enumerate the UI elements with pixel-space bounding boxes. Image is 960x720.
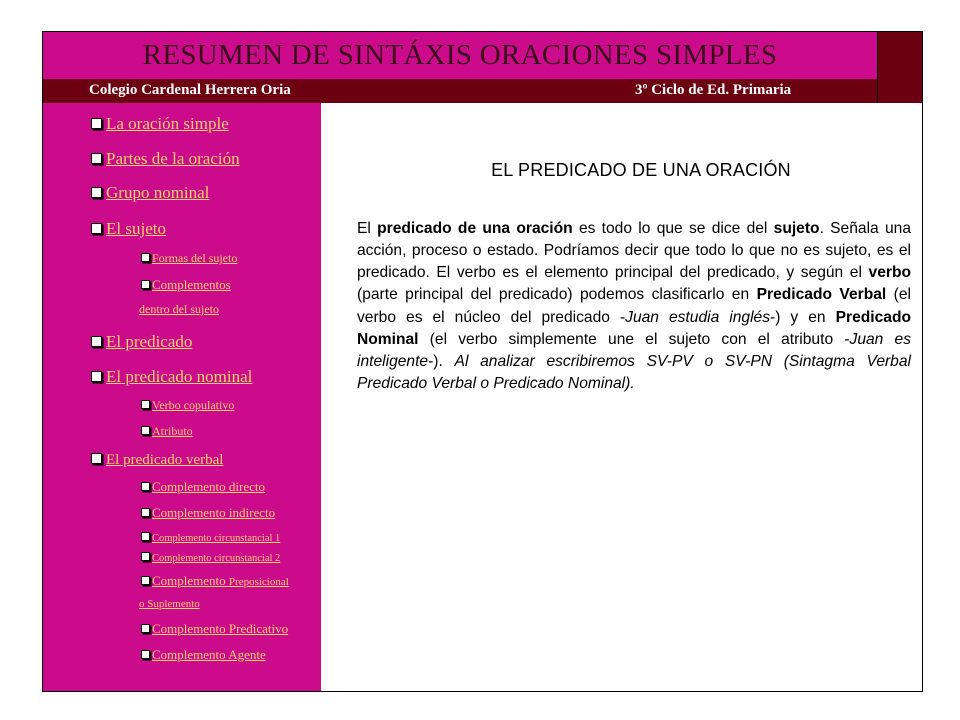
nav-link-suplemento[interactable]: o Suplemento	[139, 598, 200, 610]
nav-link-complementos-sujeto-cont[interactable]: dentro del sujeto	[139, 302, 219, 316]
body-text: -).	[428, 352, 455, 370]
nav-link-partes[interactable]: Partes de la oración	[106, 149, 240, 168]
nav-link-circunstancial-2[interactable]: Complemento circunstancial 2	[152, 553, 281, 564]
checkbox-bullet-icon	[141, 482, 150, 491]
checkbox-bullet-icon	[91, 453, 102, 464]
nav-item-partes[interactable]	[91, 150, 240, 167]
checkbox-bullet-icon	[141, 253, 150, 262]
nav-link-circunstancial-1[interactable]: Complemento circunstancial 1	[152, 533, 281, 544]
nav-item-atributo[interactable]	[141, 425, 193, 437]
example-text: Juan estudia inglés	[625, 308, 771, 326]
nav-link-oracion-simple[interactable]: La oración simple	[106, 114, 229, 133]
nav-link-formas-sujeto[interactable]: Formas del sujeto	[152, 251, 238, 265]
nav-item-complemento-indirecto[interactable]	[141, 506, 275, 519]
nav-link-complemento-predicativo[interactable]: Complemento Predicativo	[152, 621, 289, 636]
checkbox-bullet-icon	[141, 508, 150, 517]
nav-link-grupo-nominal[interactable]: Grupo nominal	[106, 183, 210, 202]
checkbox-bullet-icon	[91, 336, 102, 347]
nav-item-complementos-sujeto[interactable]	[141, 278, 231, 291]
body-text: (parte principal del predicado) podemos clasificarlo en	[357, 286, 757, 304]
nav-item-oracion-simple[interactable]	[91, 115, 229, 132]
nav-item-complemento-preposicional[interactable]	[141, 574, 289, 588]
body-bold-text: Predicado Nominal	[357, 308, 911, 348]
body-text: (el verbo es el núcleo del predicado -	[357, 286, 911, 326]
nav-link-complemento-agente[interactable]: Complemento Agente	[152, 647, 266, 662]
nav-item-sujeto[interactable]	[91, 220, 166, 237]
body-text: es todo lo que se dice del	[572, 220, 774, 237]
checkbox-bullet-icon	[141, 280, 150, 289]
page-title: RESUMEN DE SINTÁXIS ORACIONES SIMPLES	[142, 39, 778, 71]
subheader-bar	[43, 79, 923, 103]
nav-link-complementos-sujeto[interactable]: Complementos	[152, 277, 231, 292]
checkbox-bullet-icon	[141, 552, 150, 561]
italic-note: Al analizar escribiremos SV-PV o SV-PN (Sintagma Verbal Predicado Verbal o Predicado Nominal).	[357, 352, 911, 392]
nav-link-predicado-verbal[interactable]: El predicado verbal	[106, 452, 224, 468]
nav-item-complemento-predicativo[interactable]	[141, 622, 288, 635]
nav-item-grupo-nominal[interactable]	[91, 184, 209, 201]
nav-link-complemento-directo[interactable]: Complemento directo	[152, 479, 266, 494]
nav-link-preposicional-word[interactable]: Preposicional	[228, 576, 289, 588]
nav-item-predicado-verbal[interactable]	[91, 453, 223, 468]
slide-frame	[42, 31, 923, 692]
corner-decoration	[877, 32, 923, 79]
content-title: EL PREDICADO DE UNA ORACIÓN	[491, 160, 791, 180]
checkbox-bullet-icon	[91, 187, 102, 198]
cycle-label: 3º Ciclo de Ed. Primaria	[635, 82, 792, 98]
checkbox-bullet-icon	[141, 532, 150, 541]
checkbox-bullet-icon	[91, 371, 102, 382]
sidebar-nav	[43, 103, 321, 692]
subheader-divider	[877, 79, 878, 103]
nav-item-formas-sujeto[interactable]	[141, 252, 237, 264]
checkbox-bullet-icon	[141, 650, 150, 659]
nav-link-complemento-preposicional[interactable]: Complemento	[152, 573, 229, 588]
checkbox-bullet-icon	[141, 400, 150, 409]
body-text: El	[357, 220, 378, 237]
example-text: Juan es inteligente	[357, 330, 911, 370]
checkbox-bullet-icon	[91, 223, 102, 234]
body-text: -) y en	[770, 308, 836, 326]
checkbox-bullet-icon	[91, 153, 102, 164]
nav-link-complemento-indirecto[interactable]: Complemento indirecto	[152, 505, 276, 520]
content-body	[357, 218, 911, 395]
checkbox-bullet-icon	[141, 426, 150, 435]
nav-item-complemento-directo[interactable]	[141, 480, 265, 493]
nav-link-atributo[interactable]: Atributo	[152, 424, 193, 438]
body-bold-text: predicado de una oración	[377, 220, 573, 237]
title-bar	[43, 32, 877, 79]
nav-link-predicado-nominal[interactable]: El predicado nominal	[106, 367, 253, 386]
body-bold-text: verbo	[868, 264, 911, 282]
nav-link-verbo-copulativo[interactable]: Verbo copulativo	[152, 398, 235, 412]
nav-item-predicado[interactable]	[91, 333, 192, 350]
nav-item-verbo-copulativo[interactable]	[141, 399, 234, 411]
checkbox-bullet-icon	[141, 624, 150, 633]
nav-item-circunstancial-1[interactable]	[141, 532, 280, 545]
nav-link-sujeto[interactable]: El sujeto	[106, 219, 166, 238]
nav-link-predicado[interactable]: El predicado	[106, 332, 193, 351]
nav-item-circunstancial-2[interactable]	[141, 552, 280, 565]
nav-item-predicado-nominal[interactable]	[91, 368, 252, 385]
nav-item-complemento-agente[interactable]	[141, 648, 266, 661]
checkbox-bullet-icon	[91, 118, 102, 129]
body-bold-text: sujeto	[773, 220, 820, 237]
school-name: Colegio Cardenal Herrera Oria	[89, 82, 291, 98]
body-text: . Señala una acción, proceso o estado. Podríamos decir que todo lo que no es sujeto, es el predicado. El verbo es el elemento principal del predicado, y según el	[357, 220, 911, 282]
checkbox-bullet-icon	[141, 576, 150, 585]
body-text: (el verbo simplemente une el sujeto con el atributo -	[418, 330, 850, 348]
body-bold-text: Predicado Verbal	[756, 286, 887, 304]
